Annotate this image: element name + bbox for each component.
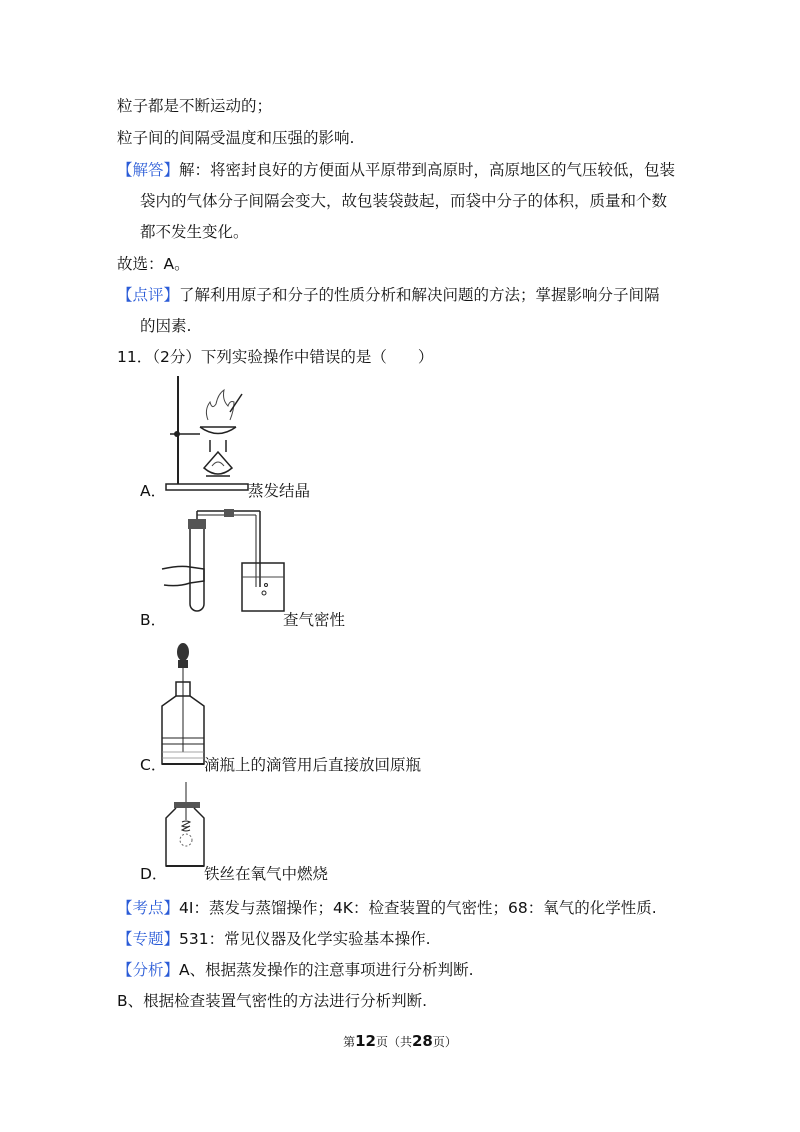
answer-line-1 — [117, 160, 675, 180]
option-a-caption: 蒸发结晶 — [248, 482, 311, 500]
footer-mid: 页（共 — [375, 1035, 412, 1049]
answer-text-1: 解：将密封良好的方便面从平原带到高原时，高原地区的气压较低，包装 — [179, 161, 676, 179]
kaodian-text: 4I：蒸发与蒸馏操作；4K：检查装置的气密性；68：氧气的化学性质. — [179, 899, 657, 917]
option-d-label: D． — [140, 865, 168, 883]
option-b-caption: 查气密性 — [283, 611, 346, 629]
option-b-label: B． — [140, 611, 167, 629]
fenxi-text: A、根据蒸发操作的注意事项进行分析判断. — [179, 961, 474, 979]
choice-line: 故选：A。 — [117, 255, 190, 273]
question-text: （2分）下列实验操作中错误的是（ ） — [152, 348, 434, 366]
zhuanti-text: 531：常见仪器及化学实验基本操作. — [179, 930, 431, 948]
airtightness-check-figure — [160, 507, 290, 617]
text-line-2: 粒子间的间隔受温度和压强的影响. — [117, 129, 355, 147]
answer-tag: 【解答】 — [117, 161, 180, 179]
evaporation-apparatus-figure — [160, 372, 250, 492]
footer-prefix: 第 — [343, 1035, 356, 1049]
answer-line-2: 袋内的气体分子间隔会变大，故包装袋鼓起，而袋中分子的体积，质量和个数 — [140, 192, 668, 210]
answer-line-3: 都不发生变化。 — [140, 223, 249, 241]
question-number: 11． — [117, 348, 153, 366]
comment-tag: 【点评】 — [117, 286, 180, 304]
footer-total-pages: 28 — [412, 1032, 433, 1050]
option-d-caption: 铁丝在氧气中燃烧 — [204, 865, 329, 883]
page-footer — [0, 1032, 800, 1050]
comment-line-2: 的因素. — [140, 317, 192, 335]
zhuanti-tag: 【专题】 — [117, 930, 180, 948]
iron-wire-burning-figure — [160, 780, 210, 874]
footer-page-number: 12 — [355, 1032, 376, 1050]
option-a-label: A． — [140, 482, 167, 500]
dropper-bottle-figure — [158, 642, 208, 770]
kaodian-line — [117, 898, 657, 918]
b-analysis-line: B、根据检查装置气密性的方法进行分析判断. — [117, 992, 428, 1010]
kaodian-tag: 【考点】 — [117, 899, 180, 917]
option-c-label: C． — [140, 756, 167, 774]
text-line-1: 粒子都是不断运动的； — [117, 97, 273, 115]
zhuanti-line — [117, 929, 431, 949]
fenxi-tag: 【分析】 — [117, 961, 180, 979]
comment-text-1: 了解利用原子和分子的性质分析和解决问题的方法；掌握影响分子间隔 — [179, 286, 660, 304]
fenxi-line — [117, 960, 474, 980]
comment-line-1 — [117, 285, 660, 305]
footer-suffix: 页） — [432, 1035, 457, 1049]
question-line — [117, 347, 433, 367]
option-c-caption: 滴瓶上的滴管用后直接放回原瓶 — [204, 756, 422, 774]
